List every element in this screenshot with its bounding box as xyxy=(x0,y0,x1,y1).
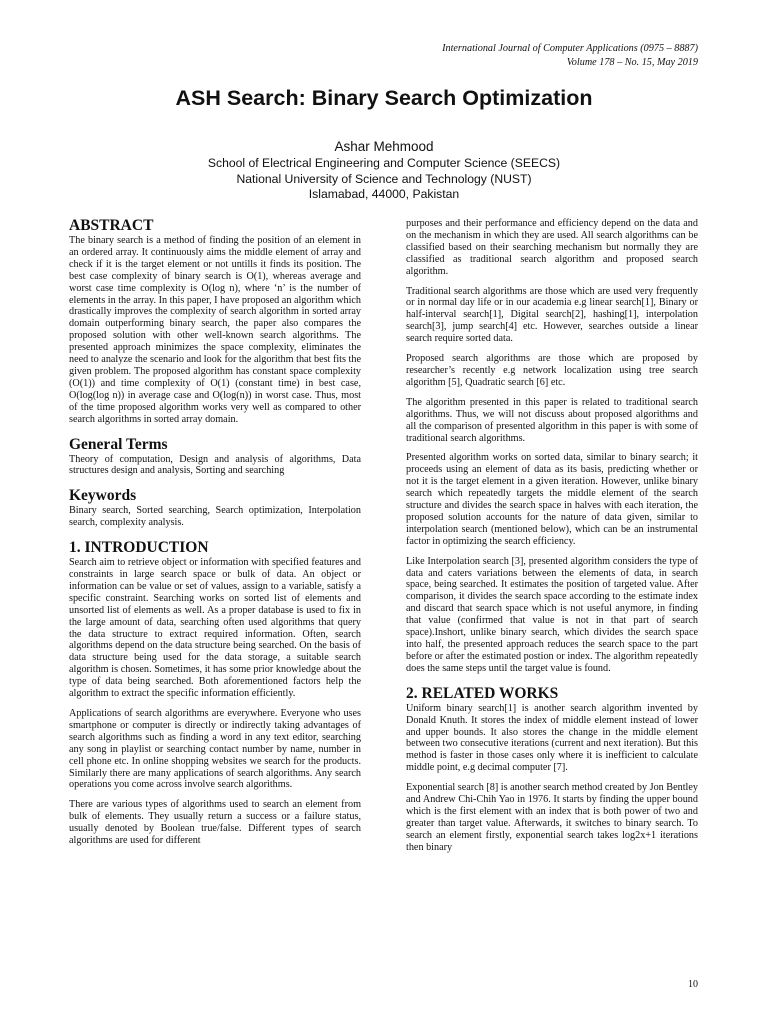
keywords-heading: Keywords xyxy=(69,487,137,505)
introduction-paragraph: purposes and their performance and efficiency depend on the data and on the mechanism in which they are used. All search algorithms can be classified based on their searching mechanism but normally they are classified as traditional search algorithm and proposed search algorithm. xyxy=(406,218,698,277)
journal-header xyxy=(442,42,698,70)
introduction-paragraph: Search aim to retrieve object or information with specified features and constraints in large search space or bulk of data. An object or information can be value or set of values, assign to a variable, satisfy a specific constraint. Searching works on sorted list of elements and unsorted list of elements as well. As a proper database is used to fix in the large amount of data, searching often used algorithms that query the data structure to extract required information. Often, search algorithms depend on the data structure being searched. On the basis of data structure being used for the data storage, a suitable search algorithm is chosen. Sometimes, it has some prior knowledge about the type of data being searched. Both aforementioned factors help the algorithm to extract the specific information efficiently. xyxy=(69,557,361,700)
general-terms-heading: General Terms xyxy=(69,435,168,453)
related-works-heading: 2. RELATED WORKS xyxy=(406,684,559,702)
introduction-heading: 1. INTRODUCTION xyxy=(69,539,209,557)
left-column xyxy=(69,216,361,847)
author-block xyxy=(0,138,768,203)
introduction-paragraph: Applications of search algorithms are everywhere. Everyone who uses smartphone or computer is directly or indirectly taking advantages of search algorithms such as finding a word in any text editor, searching any song in playlist or searching contact number by name, number in cell phone etc. In online shopping websites we search for the products. Similarly there are many applications of search algorithms. Any search operations you come across involve search algorithms. xyxy=(69,708,361,791)
author-name: Ashar Mehmood xyxy=(334,139,434,154)
affiliation-university: National University of Science and Technology (NUST) xyxy=(236,171,532,186)
journal-name: International Journal of Computer Applications (0975 – 8887) xyxy=(442,43,698,54)
page-number: 10 xyxy=(688,979,698,990)
introduction-paragraph: There are various types of algorithms used to search an element from bulk of elements. They usually return a success or a failure status, usually denoted by Boolean true/false. Different types of search algorithms are used for different xyxy=(69,799,361,847)
introduction-paragraph: Proposed search algorithms are those which are proposed by researcher’s recently e.g network localization using tree search algorithm [5], Quadratic search [6] etc. xyxy=(406,353,698,388)
abstract-text: The binary search is a method of finding the position of an element in an ordered array. It continuously aims the middle element of array and check if it is the target element or not untills it finds its position. The best case complexity of binary search is O(1), whereas average and worst case time complexity is O(log n), where ‘n’ is the number of elements in the array. In this paper, I have proposed an algorithm which drastically improves the complexity of search algorithm in sorted array domain outperforming binary search, the paper also compares the proposed solution with other well-known search algorithms. The presented approach minimizes the space complexity, eliminates the need to analyze the scenario and look for the algorithm that best fits the given problem. The proposed algorithm has constant space complexity (O(1)) and time complexity of O(1) (constant time) in best case, O(log(log n)) in average case and O(log(n)) in worst case. Thus, most of the time proposed algorithm works very well as compared to other search algorithms in sorted array domain. xyxy=(69,235,362,425)
introduction-paragraph: Like Interpolation search [3], presented algorithm considers the type of data and caters variations between the elements of data, in search space, being searched. It estimates the position of targeted value. After comparison, it divides the search space according to the estimate index and discard that search space which is not useful anymore, in finding that value (confirmed that value is not in that part of search space).Inshort, unlike binary search, which divides the search space into half, the presented approach reduces the search space to the part before or after the estimated postion or index. The algorithm repeatedly does the same steps until the target value is found. xyxy=(406,555,698,674)
paper-title: ASH Search: Binary Search Optimization xyxy=(175,86,593,110)
right-column xyxy=(406,218,698,854)
general-terms-text: Theory of computation, Design and analysis of algorithms, Data structures design and analysis, Sorting and searching xyxy=(69,453,361,477)
affiliation-location: Islamabad, 44000, Pakistan xyxy=(308,187,460,201)
introduction-paragraph: The algorithm presented in this paper is related to traditional search algorithms. Thus, we will not discuss about proposed algorithms and all the comparison of presented algorithm in this paper is with some of traditional search algorithms. xyxy=(406,396,698,444)
affiliation-school: School of Electrical Engineering and Computer Science (SEECS) xyxy=(207,156,561,170)
journal-volume: Volume 178 – No. 15, May 2019 xyxy=(566,57,698,68)
keywords-text: Binary search, Sorted searching, Search optimization, Interpolation search, complexity analysis. xyxy=(69,505,361,529)
introduction-paragraph: Presented algorithm works on sorted data, similar to binary search; it proceeds using an element of data as its basis, predicting whether or not it is the target element in a given iteration. However, unlike binary search which repeatedly targets the middle element of the search structure and divides the search space in halves with each iteration, the proposed solution accounts for the nature of data given, similar to interpolation search (mentioned below), which can be an instrumental factor in optimizing the search efficiency. xyxy=(406,452,698,547)
related-works-paragraph: Exponential search [8] is another search method created by Jon Bentley and Andrew Chi-Chih Yao in 1976. It starts by finding the upper bound which is the first element with an index that is both power of two and greater than target value. Afterwards, it switches to binary search. To search an element firstly, exponential search takes log2x+1 iterations then binary xyxy=(406,782,698,853)
related-works-paragraph: Uniform binary search[1] is another search algorithm invented by Donald Knuth. It stores the index of middle element instead of lower and upper bounds. It also stores the change in the middle element between two consecutive iterations (current and next iteration). But this method is faster in those cases only where it is inefficient to calculate middle point, e.g decimal computer [7]. xyxy=(406,702,698,774)
abstract-heading: ABSTRACT xyxy=(69,217,154,234)
introduction-paragraph: Traditional search algorithms are those which are used very frequently or in normal day life or in our academia e.g linear search[1], Binary or half-interval search[1], Digital search[2], hashing[1], interpolation search[3], jump search[4] etc. However, searches outside a linear search require sorted data. xyxy=(406,285,698,345)
